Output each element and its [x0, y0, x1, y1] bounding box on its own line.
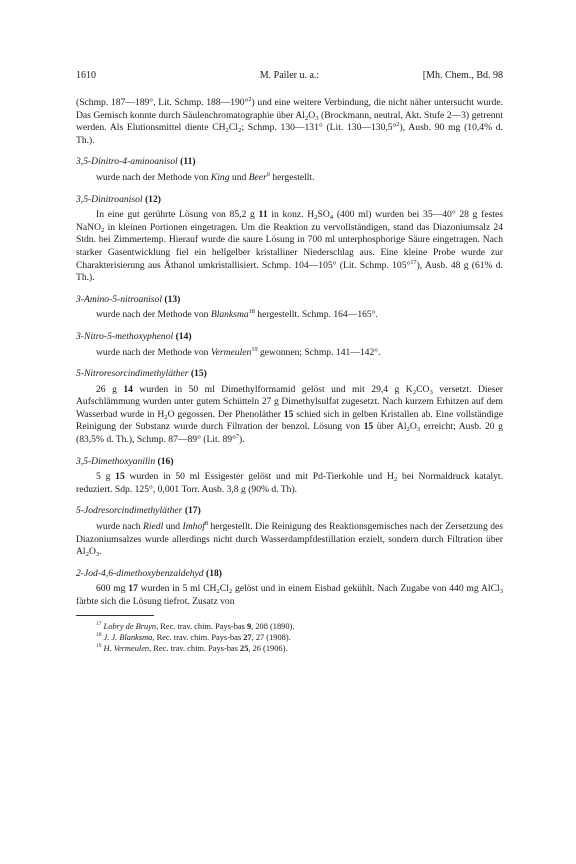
paragraph-compound-18: 600 mg 17 wurden in 5 ml $CH_2Cl_2$ gelöst und in einem Eisbad gekühlt. Nach Zugabe von 440 mg AlCl$_3$ färbte sich die Lösung tiefrot. Zusatz von	[76, 583, 503, 607]
heading-compound-15: 5-Nitroresorcindimethyläther (15)	[76, 368, 207, 380]
paragraph-compound-13: wurde nach der Methode von Blanksma$^{18}$ hergestellt. Schmp. 164—165°.	[96, 308, 378, 321]
paragraph-compound-14: wurde nach der Methode von Vermeulen$^{19}$ gewonnen; Schmp. 141—142°.	[96, 345, 381, 358]
running-journal: [Mh. Chem., Bd. 98	[422, 70, 503, 81]
heading-compound-14: 3-Nitro-5-methoxyphenol (14)	[76, 330, 192, 342]
intro-paragraph: (Schmp. 187—189°, Lit. Schmp. 188—190°$^2$) und eine weitere Verbindung, die nicht näher untersucht wurde. Das Gemisch konnte durch Säulenchromatographie über $Al_2O_3$ (Brockmann, neutral, Akt. Stufe 2—3) getrennt werden. Als Elutionsmittel diente $CH_2Cl_2$; Schmp. 130—131° (Lit. 130—130,5°$^2$), Ausb. 90 mg (10,4% d. Th.).	[76, 96, 504, 146]
paragraph-compound-17: wurde nach Riedl und Imhof$^8$ hergestellt. Die Reinigung des Reaktionsgemisches nach der Zersetzung des Diazoniumsalzes wurde allerdings nicht durch Wasserdampfdestillation erzielt, sondern durch Filtration über $Al_2O_3$.	[76, 520, 504, 559]
page-number: 1610	[76, 70, 96, 81]
heading-compound-13: 3-Amino-5-nitroanisol (13)	[76, 293, 181, 305]
paragraph-compound-15: 26 g 14 wurden in 50 ml Dimethylformamid gelöst und mit 29,4 g $K_2CO_3$ versetzt. Dieser Aufschlämmung wurden unter gutem Schütteln 27 g Dimethylsulfat zugesetzt. Nach kurzem Erhitzen auf dem Wasserbad wurde in $H_2O$ gegossen. Der Phenoläther 15 schied sich in gelben Kristallen ab. Eine vollständige Reinigung der Substanz wurde durch Filtration der benzol. Lösung von 15 über $Al_2O_3$ erreicht; Ausb. 20 g (83,5% d. Th.), Schmp. 87—89° (Lit. 89°$^7$).	[76, 383, 504, 446]
page	[76, 70, 503, 860]
paragraph-compound-12: In eine gut gerührte Lösung von 85,2 g 11 in konz. $H_2SO_4$ (400 ml) wurden bei 35—40° 28 g festes NaNO$_2$ in kleinen Portionen eingetragen. Um die Reaktion zu vervollständigen, stand das Diazoniumsalz 24 Stdn. bei Zimmertemp. Hierauf wurde die saure Lösung in 700 ml unterphosphorige Säure eingetragen. Nach starker Gasentwicklung fiel ein hellgelber kristalliner Niederschlag aus. Eine kleine Probe wurde zur Charakterisierung aus Äthanol umkristallisiert. Schmp. 104—105° (Lit. Schmp. 105°$^{17}$), Ausb. 48 g (61% d. Th.).	[76, 209, 504, 284]
footnote-18: $^{18}$ J. J. Blanksma, Rec. trav. chim. Pays-bas 27, 27 (1908).	[96, 631, 291, 642]
running-header	[76, 70, 503, 84]
heading-compound-11: 3,5-Dinitro-4-aminoanisol (11)	[76, 156, 196, 168]
footnote-divider	[76, 615, 154, 616]
footnote-19: $^{19}$ H. Vermeulen, Rec. trav. chim. Pays-bas 25, 26 (1906).	[96, 642, 288, 653]
paragraph-compound-16: 5 g 15 wurden in 50 ml Essigester gelöst und mit Pd-Tierkohle und $H_2$ bei Normaldruck katalyt. reduziert. Sdp. 125°, 0,001 Torr. Ausb. 3,8 g (90% d. Th).	[76, 471, 503, 495]
heading-compound-12: 3,5-Dinitroanisol (12)	[76, 193, 161, 205]
heading-compound-17: 5-Jodresorcindimethyläther (17)	[76, 505, 201, 517]
paragraph-compound-11: wurde nach der Methode von King und Beer$^6$ hergestellt.	[96, 170, 315, 183]
heading-compound-16: 3,5-Dimethoxyanilin (16)	[76, 455, 174, 467]
heading-compound-18: 2-Jod-4,6-dimethoxybenzaldehyd (18)	[76, 567, 222, 579]
running-author: M. Pailer u. a.:	[259, 70, 320, 81]
footnote-17: $^{17}$ Lobry de Bruyn, Rec. trav. chim. Pays-bas 9, 208 (1890).	[96, 620, 295, 631]
